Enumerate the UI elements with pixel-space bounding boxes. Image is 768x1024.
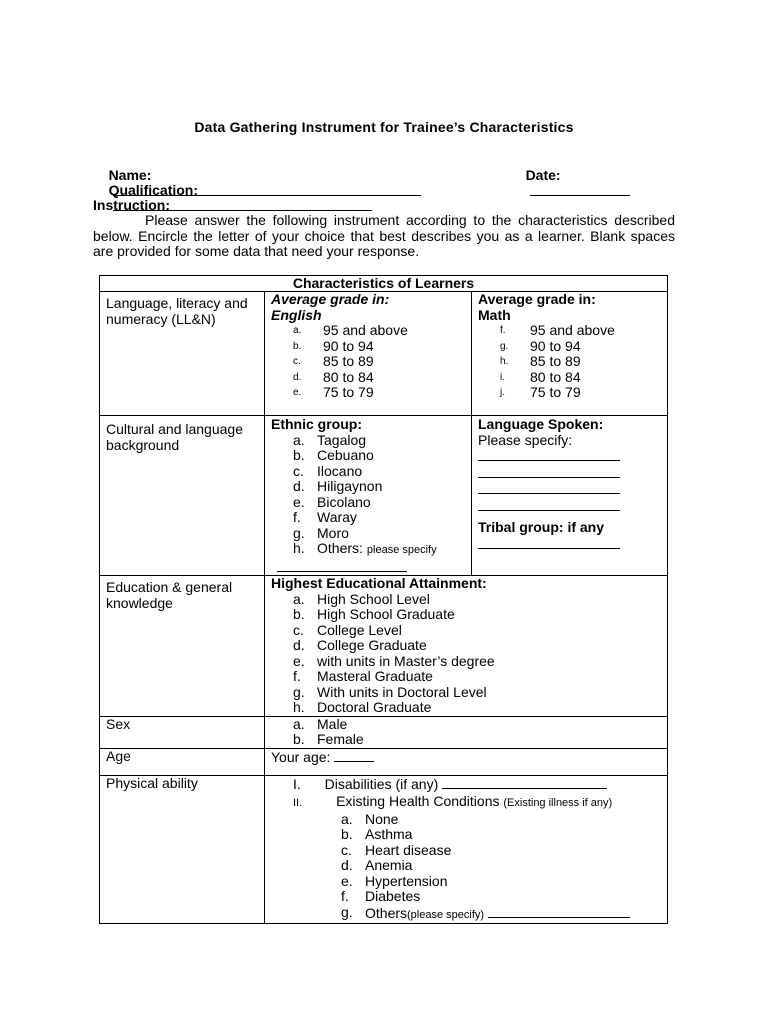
option-label: Female bbox=[317, 731, 364, 747]
option-label: 85 to 89 bbox=[323, 353, 374, 369]
row-label-llan: Language, literacy and numeracy (LL&N) bbox=[100, 292, 265, 416]
health-text: Existing Health Conditions bbox=[336, 793, 500, 809]
option-label: 90 to 94 bbox=[323, 337, 374, 354]
list-item[interactable] bbox=[341, 905, 661, 924]
name-label: Name: bbox=[108, 167, 152, 183]
qualification-label: Qualification: bbox=[108, 182, 199, 198]
health-conditions-item bbox=[271, 794, 661, 812]
english-subject: English bbox=[271, 306, 322, 323]
option-label: Hypertension bbox=[365, 872, 448, 889]
list-item[interactable] bbox=[293, 717, 661, 733]
english-grade-cell bbox=[265, 292, 472, 416]
option-label: Ilocano bbox=[317, 462, 363, 479]
table-row-sex bbox=[100, 716, 668, 748]
ethnic-heading: Ethnic group: bbox=[271, 416, 362, 432]
option-label: 75 to 79 bbox=[323, 384, 374, 400]
list-item[interactable] bbox=[293, 354, 465, 370]
list-item[interactable] bbox=[293, 700, 661, 716]
list-item[interactable] bbox=[341, 843, 661, 859]
option-marker: a. bbox=[293, 325, 302, 336]
list-item[interactable] bbox=[293, 607, 661, 623]
option-marker: a. bbox=[293, 431, 305, 448]
list-item[interactable] bbox=[293, 623, 661, 639]
row-label-sex: Sex bbox=[100, 716, 265, 748]
option-marker: d. bbox=[293, 637, 305, 653]
option-marker: b. bbox=[293, 731, 305, 747]
option-marker: d. bbox=[293, 478, 305, 494]
option-label: Heart disease bbox=[365, 841, 452, 858]
list-item[interactable] bbox=[293, 732, 661, 748]
list-item[interactable] bbox=[500, 354, 661, 370]
ethnic-options bbox=[271, 433, 465, 559]
list-item[interactable] bbox=[293, 669, 661, 685]
list-item[interactable] bbox=[341, 889, 661, 905]
option-label: Others: bbox=[317, 540, 363, 556]
row-label-physical: Physical ability bbox=[100, 775, 265, 924]
option-label: 85 to 89 bbox=[530, 353, 581, 369]
option-marker: f. bbox=[293, 668, 301, 684]
option-marker: e. bbox=[293, 387, 302, 398]
others-note: please specify bbox=[366, 544, 437, 556]
list-item[interactable] bbox=[293, 370, 465, 386]
health-marker: II. bbox=[293, 797, 303, 809]
option-marker: e. bbox=[341, 872, 353, 889]
option-label: 80 to 84 bbox=[323, 368, 374, 385]
instruction-label: Instruction: bbox=[93, 197, 170, 213]
physical-cell bbox=[265, 775, 668, 924]
option-marker: c. bbox=[293, 462, 304, 479]
option-label: College Level bbox=[317, 621, 402, 638]
option-marker: e. bbox=[293, 493, 305, 510]
row-label-cultural: Cultural and language background bbox=[100, 416, 265, 576]
english-options bbox=[271, 323, 465, 401]
option-marker: b. bbox=[341, 826, 353, 842]
option-label: High School Graduate bbox=[317, 606, 455, 622]
disabilities-marker: I. bbox=[293, 775, 301, 792]
list-item[interactable] bbox=[293, 385, 465, 401]
instruction-body: Please answer the following instrument according to the characteristics described below. Encircle the letter of your choice that best describes you as a learner. Blank spaces are provided for some data that need your response. bbox=[93, 212, 675, 259]
option-label: With units in Doctoral Level bbox=[317, 683, 487, 700]
list-item[interactable] bbox=[293, 323, 465, 339]
age-prompt: Your age: bbox=[271, 748, 331, 765]
list-item[interactable] bbox=[293, 464, 465, 480]
table-row-education bbox=[100, 576, 668, 717]
option-label: College Graduate bbox=[317, 637, 427, 653]
language-blank-1[interactable] bbox=[478, 448, 661, 465]
option-label: 80 to 84 bbox=[530, 368, 581, 385]
list-item[interactable] bbox=[293, 448, 465, 464]
language-blank-2[interactable] bbox=[478, 465, 661, 482]
option-marker: b. bbox=[293, 340, 302, 352]
list-item[interactable] bbox=[500, 339, 661, 355]
table-header: Characteristics of Learners bbox=[100, 276, 668, 292]
option-label: Male bbox=[317, 715, 348, 732]
disabilities-blank[interactable] bbox=[442, 776, 607, 789]
list-item[interactable] bbox=[293, 638, 661, 654]
option-marker: a. bbox=[293, 590, 305, 607]
document-title: Data Gathering Instrument for Trainee’s Characteristics bbox=[194, 119, 574, 135]
table-row-cultural bbox=[100, 416, 668, 576]
option-marker: f. bbox=[293, 509, 301, 525]
list-item[interactable] bbox=[293, 479, 465, 495]
age-cell[interactable] bbox=[265, 748, 668, 775]
english-heading: Average grade in: bbox=[271, 291, 390, 307]
option-marker: c. bbox=[341, 841, 352, 858]
option-marker: h. bbox=[293, 540, 305, 556]
option-label: Diabetes bbox=[365, 888, 421, 904]
option-label: Moro bbox=[317, 524, 349, 541]
math-heading: Average grade in: bbox=[478, 291, 596, 307]
instruction-text bbox=[93, 213, 675, 260]
option-label: Asthma bbox=[365, 826, 413, 842]
education-options bbox=[271, 592, 661, 716]
sex-cell bbox=[265, 716, 668, 748]
math-grade-cell bbox=[472, 292, 668, 416]
option-marker: a. bbox=[293, 715, 305, 732]
others-note: (please specify) bbox=[407, 908, 485, 921]
option-label: Doctoral Graduate bbox=[317, 699, 432, 715]
math-subject: Math bbox=[478, 306, 511, 323]
option-marker: h. bbox=[293, 699, 305, 715]
disabilities-item[interactable] bbox=[271, 776, 661, 793]
health-note: (Existing illness if any) bbox=[503, 797, 613, 809]
list-item[interactable] bbox=[293, 592, 661, 608]
date-blank[interactable] bbox=[530, 183, 630, 196]
option-label: None bbox=[365, 810, 399, 827]
option-label: Hiligaynon bbox=[317, 478, 383, 494]
option-label: Tagalog bbox=[317, 431, 367, 448]
option-marker: g. bbox=[293, 683, 305, 700]
list-item[interactable] bbox=[341, 827, 661, 843]
list-item[interactable] bbox=[293, 495, 465, 511]
date-label: Date: bbox=[525, 167, 561, 183]
option-label: 90 to 94 bbox=[530, 337, 581, 354]
list-item[interactable] bbox=[341, 858, 661, 874]
option-marker: j. bbox=[500, 387, 505, 398]
date-field[interactable] bbox=[510, 151, 630, 215]
option-marker: d. bbox=[293, 371, 302, 383]
list-item[interactable] bbox=[293, 541, 465, 559]
list-item[interactable] bbox=[293, 685, 661, 701]
list-item[interactable] bbox=[293, 433, 465, 449]
list-item[interactable] bbox=[293, 510, 465, 526]
option-marker: d. bbox=[341, 857, 353, 873]
characteristics-table bbox=[99, 275, 668, 924]
option-marker: c. bbox=[293, 356, 301, 367]
tribal-heading: Tribal group: if any bbox=[478, 519, 605, 535]
math-options bbox=[478, 323, 661, 401]
list-item[interactable] bbox=[500, 323, 661, 339]
option-label: Masteral Graduate bbox=[317, 668, 433, 684]
ethnic-group-cell bbox=[265, 416, 472, 576]
language-cell bbox=[472, 416, 668, 576]
tribal-blank[interactable] bbox=[478, 536, 661, 553]
table-row-llan bbox=[100, 292, 668, 416]
language-blank-4[interactable] bbox=[478, 498, 661, 515]
option-label: Bicolano bbox=[317, 493, 371, 510]
list-item[interactable] bbox=[293, 339, 465, 355]
row-label-education: Education & general knowledge bbox=[100, 576, 265, 717]
language-heading: Language Spoken: bbox=[478, 416, 604, 432]
list-item[interactable] bbox=[341, 812, 661, 828]
sex-options bbox=[271, 717, 661, 748]
option-marker: i. bbox=[500, 371, 505, 383]
option-marker: h. bbox=[500, 356, 509, 367]
education-cell bbox=[265, 576, 668, 717]
row-label-age: Age bbox=[100, 748, 265, 775]
option-marker: b. bbox=[293, 606, 305, 622]
table-row-age bbox=[100, 748, 668, 775]
health-options bbox=[271, 812, 661, 924]
language-note: Please specify: bbox=[478, 431, 573, 448]
table-row-physical bbox=[100, 775, 668, 924]
option-marker: b. bbox=[293, 447, 305, 463]
age-blank[interactable] bbox=[334, 749, 374, 762]
option-marker: f. bbox=[500, 325, 506, 336]
ethnic-others-blank[interactable] bbox=[271, 559, 465, 576]
option-label: Cebuano bbox=[317, 447, 374, 463]
disabilities-text: Disabilities (if any) bbox=[324, 775, 439, 792]
option-label: Waray bbox=[317, 509, 357, 525]
list-item[interactable] bbox=[341, 874, 661, 890]
option-marker: g. bbox=[500, 340, 509, 352]
option-label: 95 and above bbox=[530, 322, 615, 338]
others-blank[interactable] bbox=[488, 905, 630, 918]
option-marker: c. bbox=[293, 621, 304, 638]
list-item[interactable] bbox=[500, 370, 661, 386]
option-marker: f. bbox=[341, 888, 349, 904]
option-label: High School Level bbox=[317, 590, 430, 607]
option-marker: a. bbox=[341, 810, 353, 827]
option-label: Anemia bbox=[365, 857, 413, 873]
option-label: 75 to 79 bbox=[530, 384, 581, 400]
option-label: 95 and above bbox=[323, 322, 408, 338]
education-heading: Highest Educational Attainment: bbox=[271, 575, 487, 591]
option-label: Others bbox=[365, 904, 408, 921]
language-blank-3[interactable] bbox=[478, 481, 661, 498]
list-item[interactable] bbox=[500, 385, 661, 401]
list-item[interactable] bbox=[293, 654, 661, 670]
list-item[interactable] bbox=[293, 526, 465, 542]
option-marker: e. bbox=[293, 652, 305, 669]
option-marker: g. bbox=[341, 903, 353, 920]
option-marker: g. bbox=[293, 524, 305, 541]
option-label: with units in Master’s degree bbox=[317, 652, 495, 669]
